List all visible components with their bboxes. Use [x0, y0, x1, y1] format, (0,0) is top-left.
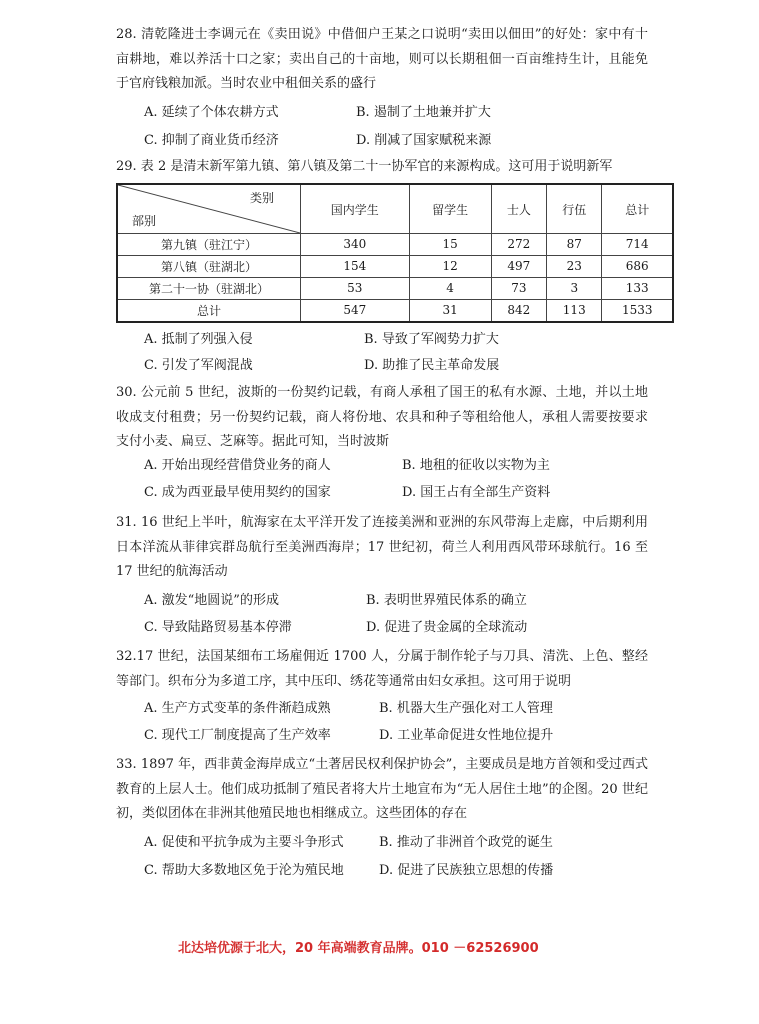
option-c: C. 帮助大多数地区免于沦为殖民地: [144, 863, 344, 878]
option-d: D. 促进了民族独立思想的传播: [379, 863, 554, 878]
table-cell: 87: [547, 234, 602, 256]
table-header: 士人: [491, 184, 546, 234]
table-cell: 497: [491, 255, 546, 277]
corner-label-unit: 部别: [132, 214, 157, 228]
table-header: 留学生: [409, 184, 491, 234]
table-cell: 113: [547, 299, 602, 322]
table-cell: 686: [602, 255, 673, 277]
table-cell: 154: [301, 255, 410, 277]
option-d: D. 助推了民主革命发展: [364, 358, 500, 373]
option-c: C. 现代工厂制度提高了生产效率: [144, 728, 331, 743]
table-cell: 547: [301, 299, 410, 322]
option-b: B. 推动了非洲首个政党的诞生: [379, 835, 553, 850]
table-cell: 53: [301, 277, 410, 299]
table-cell: 31: [409, 299, 491, 322]
table-row: [117, 277, 673, 299]
option-b: B. 表明世界殖民体系的确立: [366, 593, 527, 608]
question-32-stem: 32.17 世纪，法国某细布工场雇佣近 1700 人，分属于制作轮子与刀具、清洗、上色、整经等部门。织布分为多道工序，其中压印、绣花等通常由妇女承担。这可用于说明: [116, 649, 648, 689]
option-a: A. 促使和平抗争成为主要斗争形式: [144, 835, 344, 850]
option-d: D. 国王占有全部生产资料: [402, 485, 551, 500]
table-row: [117, 255, 673, 277]
table-row: [117, 299, 673, 322]
table-row: [117, 234, 673, 256]
option-c: C. 引发了军阀混战: [144, 358, 253, 373]
officer-source-table: [116, 183, 674, 323]
question-30-stem: 30. 公元前 5 世纪，波斯的一份契约记载，有商人承租了国王的私有水源、土地，并以土地收成支付租费；另一份契约记载，商人将份地、农具和种子等租给他人，承租人需要按要求支付小麦、扁豆、芝麻等。据此可知，当时波斯: [116, 385, 648, 449]
table-cell: 3: [547, 277, 602, 299]
table-cell: 12: [409, 255, 491, 277]
row-label: 第八镇（驻湖北）: [117, 255, 301, 277]
table-header: 行伍: [547, 184, 602, 234]
option-b: B. 地租的征收以实物为主: [402, 458, 550, 473]
option-b: B. 遏制了土地兼并扩大: [356, 105, 491, 120]
question-31-stem: 31. 16 世纪上半叶，航海家在太平洋开发了连接美洲和亚洲的东风带海上走廊，中后期利用日本洋流从菲律宾群岛航行至美洲西海岸；17 世纪初，荷兰人利用西风带环球航行。16 至 17 世纪的航海活动: [116, 515, 648, 579]
corner-label-category: 类别: [249, 191, 274, 205]
table-cell: 15: [409, 234, 491, 256]
option-a: A. 延续了个体农耕方式: [144, 105, 279, 120]
row-label: 总计: [117, 299, 301, 322]
option-d: D. 促进了贵金属的全球流动: [366, 620, 528, 635]
option-c: C. 抑制了商业货币经济: [144, 133, 279, 148]
table-header: 国内学生: [301, 184, 410, 234]
table-cell: 4: [409, 277, 491, 299]
option-a: A. 激发“地圆说”的形成: [144, 593, 279, 608]
question-28-stem: 28. 清乾隆进士李调元在《卖田说》中借佃户王某之口说明“卖田以佃田”的好处：家中有十亩耕地，难以养活十口之家；卖出自己的十亩地，则可以长期租佃一百亩维持生计，且能免于官府钱粮加派。当时农业中租佃关系的盛行: [116, 27, 648, 91]
table-cell: 133: [602, 277, 673, 299]
table-cell: 1533: [602, 299, 673, 322]
option-a: A. 生产方式变革的条件渐趋成熟: [144, 701, 331, 716]
table-cell: 340: [301, 234, 410, 256]
option-d: D. 工业革命促进女性地位提升: [379, 728, 554, 743]
table-cell: 714: [602, 234, 673, 256]
table-cell: 842: [491, 299, 546, 322]
option-d: D. 削减了国家赋税来源: [356, 133, 492, 148]
table-header: 总计: [602, 184, 673, 234]
option-c: C. 导致陆路贸易基本停滞: [144, 620, 292, 635]
option-b: B. 导致了军阀势力扩大: [364, 332, 499, 347]
option-a: A. 抵制了列强入侵: [144, 332, 253, 347]
option-b: B. 机器大生产强化对工人管理: [379, 701, 553, 716]
question-29-stem: 29. 表 2 是清末新军第九镇、第八镇及第二十一协军官的来源构成。这可用于说明新军: [116, 159, 613, 174]
table-cell: 23: [547, 255, 602, 277]
row-label: 第二十一协（驻湖北）: [117, 277, 301, 299]
footer-advertisement: 北达培优源于北大，20 年高端教育品牌。010 －62526900: [178, 941, 539, 956]
table-corner-cell: [117, 184, 301, 234]
question-33-stem: 33. 1897 年，西非黄金海岸成立“土著居民权利保护协会”，主要成员是地方首领和受过西式教育的上层人士。他们成功抵制了殖民者将大片土地宣布为“无人居住土地”的企图。20 世纪初，类似团体在非洲其他殖民地也相继成立。这些团体的存在: [116, 757, 648, 821]
option-a: A. 开始出现经营借贷业务的商人: [144, 458, 331, 473]
row-label: 第九镇（驻江宁）: [117, 234, 301, 256]
table-cell: 272: [491, 234, 546, 256]
option-c: C. 成为西亚最早使用契约的国家: [144, 485, 331, 500]
table-cell: 73: [491, 277, 546, 299]
